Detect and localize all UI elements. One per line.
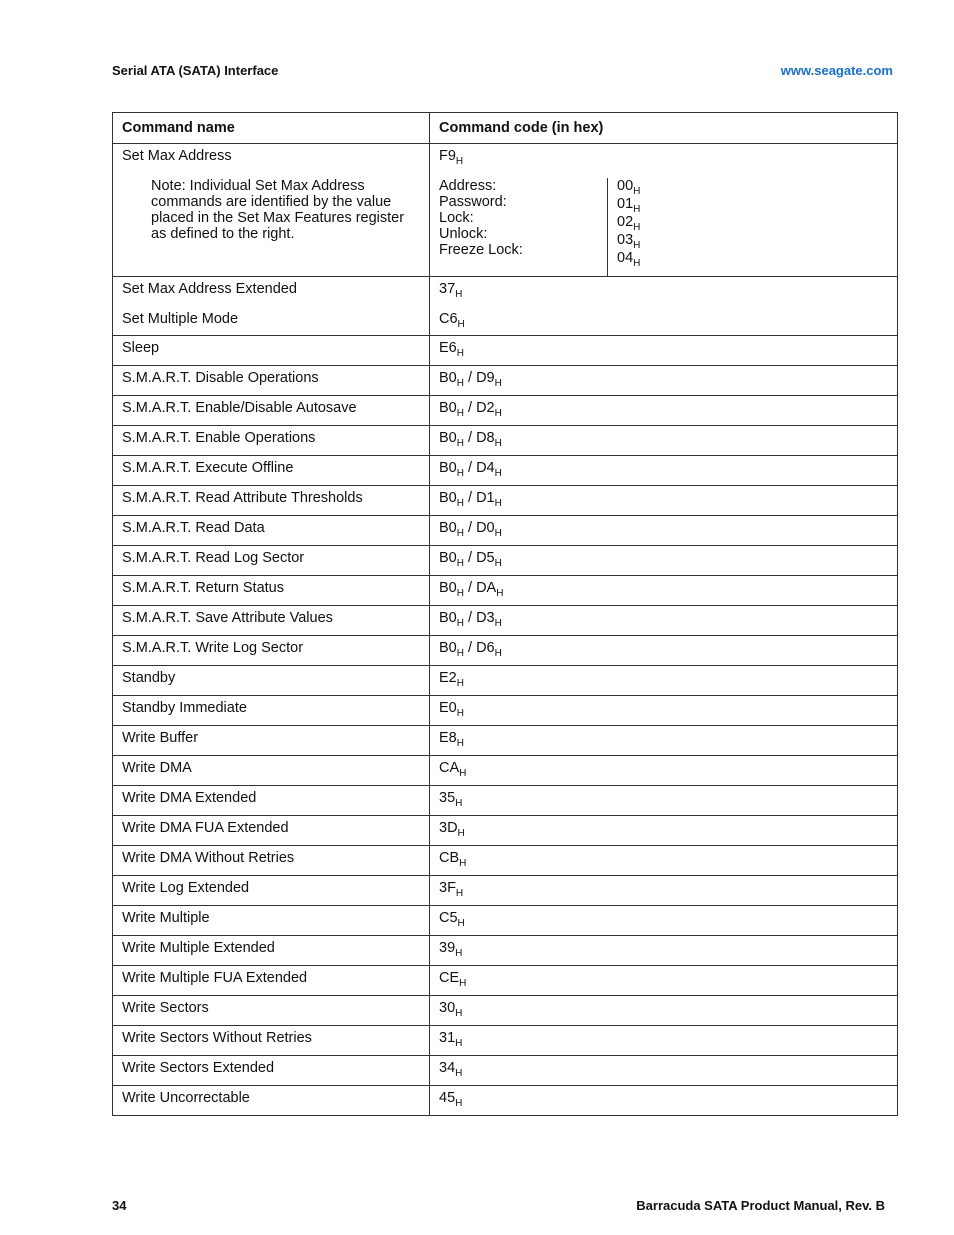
table-row [113,1056,898,1086]
command-code [430,666,898,696]
command-code [430,936,898,966]
table-row-set-max-extended-and-multiple-mode [113,277,898,336]
code-value: D1 [476,490,495,506]
command-name: S.M.A.R.T. Read Log Sector [113,546,430,576]
subcommand-label: Lock: [439,210,474,226]
command-name: S.M.A.R.T. Enable Operations [113,426,430,456]
subcommand-codes [608,178,641,276]
command-code [430,816,898,846]
hex-subscript: H [456,528,464,539]
command-code [439,148,888,167]
hex-subscript: H [455,1038,463,1049]
command-code [439,311,888,330]
command-name: Set Multiple Mode [122,311,239,327]
set-max-note: Note: Individual Set Max Address commands are identified by the value placed in the Set Max Features register as defined to the right. [151,178,405,242]
hex-subscript: H [494,648,502,659]
code-value: CB [439,850,460,866]
command-name: S.M.A.R.T. Save Attribute Values [113,606,430,636]
table-row [113,636,898,666]
column-header-command-code: Command code (in hex) [430,113,898,144]
subcommand-code [617,232,640,250]
command-code [430,606,898,636]
command-code [430,456,898,486]
command-name: Write Multiple Extended [113,936,430,966]
command-name: Write DMA [113,756,430,786]
table-row [113,726,898,756]
code-value: F9 [439,148,456,164]
code-separator: / [468,610,473,626]
command-name: Sleep [113,336,430,366]
command-code [430,546,898,576]
table-row [113,546,898,576]
code-separator: / [468,430,473,446]
command-code [430,1056,898,1086]
code-value: B0 [439,580,457,596]
hex-subscript: H [496,588,504,599]
command-name: S.M.A.R.T. Enable/Disable Autosave [113,396,430,426]
code-value: 03 [617,232,634,248]
command-name: Write Sectors Extended [113,1056,430,1086]
subcommand-code [617,178,640,196]
code-value: 37 [439,281,456,297]
hex-subscript: H [455,156,464,167]
code-value: E8 [439,730,457,746]
command-code [430,336,898,366]
code-value: CA [439,760,460,776]
manual-title: Barracuda SATA Product Manual, Rev. B [636,1198,885,1213]
hex-subscript: H [494,528,502,539]
table-row [113,366,898,396]
hex-subscript: H [494,468,502,479]
table-row [113,666,898,696]
command-name: Write Multiple FUA Extended [113,966,430,996]
table-row [113,486,898,516]
command-code [430,966,898,996]
hex-subscript: H [494,618,502,629]
code-separator: / [468,460,473,476]
hex-subscript: H [456,378,464,389]
subcommand-labels [430,178,608,276]
code-value: D9 [476,370,495,386]
command-name: Write Log Extended [113,876,430,906]
table-row [113,696,898,726]
hex-subscript: H [494,378,502,389]
command-code-cell [430,277,898,336]
hex-subscript: H [457,828,465,839]
hex-subscript: H [494,498,502,509]
code-value: D2 [476,400,495,416]
code-value: 34 [439,1060,456,1076]
hex-subscript: H [457,918,465,929]
website-link[interactable]: www.seagate.com [780,63,893,78]
code-value: 01 [617,196,634,212]
hex-subscript: H [633,258,641,269]
table-row [113,516,898,546]
command-code [430,876,898,906]
command-name: Write DMA FUA Extended [113,816,430,846]
table-row [113,1086,898,1116]
table-row-set-max-address [113,144,898,277]
hex-subscript: H [456,618,464,629]
subcommand-label: Address: [439,178,497,194]
hex-subscript: H [455,289,463,300]
hex-subscript: H [456,588,464,599]
code-value: D5 [476,550,495,566]
hex-subscript: H [494,408,502,419]
code-value: B0 [439,550,457,566]
table-row [113,336,898,366]
table-row [113,996,898,1026]
code-value: E2 [439,670,457,686]
code-value: D4 [476,460,495,476]
hex-subscript: H [455,888,464,899]
code-separator: / [468,520,473,536]
hex-subscript: H [633,186,641,197]
table-row [113,816,898,846]
code-value: D6 [476,640,495,656]
command-code [430,786,898,816]
hex-subscript: H [456,708,464,719]
hex-subscript: H [457,319,465,330]
hex-subscript: H [459,858,467,869]
command-code-cell [430,144,898,277]
code-value: B0 [439,490,457,506]
command-name: Standby Immediate [113,696,430,726]
hex-subscript: H [456,648,464,659]
code-separator: / [468,580,473,596]
table-row [113,906,898,936]
subcommand-code [617,196,640,214]
subcommand-label: Unlock: [439,226,488,242]
table-row [113,936,898,966]
command-name: Write DMA Extended [113,786,430,816]
hex-subscript: H [456,468,464,479]
command-code [430,636,898,666]
code-value: 3D [439,820,458,836]
code-value: B0 [439,460,457,476]
command-name: Write DMA Without Retries [113,846,430,876]
command-name: Write Sectors [113,996,430,1026]
code-value: B0 [439,370,457,386]
code-value: 3F [439,880,456,896]
hex-subscript: H [456,558,464,569]
header-title: Serial ATA (SATA) Interface [112,63,279,78]
code-value: CE [439,970,460,986]
code-value: B0 [439,640,457,656]
code-value: 00 [617,178,634,194]
code-value: D0 [476,520,495,536]
code-value: 35 [439,790,456,806]
command-name-cell [113,277,430,336]
command-name-cell [113,144,430,277]
hex-subscript: H [455,798,463,809]
command-code [430,366,898,396]
command-table [112,112,898,1116]
command-code [430,426,898,456]
table-row [113,426,898,456]
code-value: C5 [439,910,458,926]
hex-subscript: H [456,408,464,419]
set-max-subcommand-table [430,178,640,276]
command-code [430,576,898,606]
hex-subscript: H [633,204,641,215]
command-code [430,1026,898,1056]
hex-subscript: H [456,348,464,359]
code-value: D3 [476,610,495,626]
command-name: Write Uncorrectable [113,1086,430,1116]
command-code [430,756,898,786]
table-row [113,1026,898,1056]
code-value: B0 [439,400,457,416]
code-value: E0 [439,700,457,716]
hex-subscript: H [456,678,464,689]
hex-subscript: H [455,1098,463,1109]
code-value: B0 [439,610,457,626]
hex-subscript: H [494,558,502,569]
code-separator: / [468,370,473,386]
subcommand-label: Password: [439,194,507,210]
subcommand-code [617,250,640,268]
command-name: S.M.A.R.T. Disable Operations [113,366,430,396]
command-name: Write Buffer [113,726,430,756]
command-code [430,1086,898,1116]
command-name: Set Max Address [122,148,232,164]
hex-subscript: H [494,438,502,449]
table-row [113,456,898,486]
command-code [430,726,898,756]
code-value: 45 [439,1090,456,1106]
subcommand-code [617,214,640,232]
code-value: 04 [617,250,634,266]
subcommand-label: Freeze Lock: [439,242,523,258]
code-value: B0 [439,520,457,536]
table-row [113,756,898,786]
hex-subscript: H [456,438,464,449]
hex-subscript: H [459,768,467,779]
hex-subscript: H [633,240,641,251]
command-name: Standby [113,666,430,696]
command-name: Write Multiple [113,906,430,936]
hex-subscript: H [633,222,641,233]
hex-subscript: H [459,978,467,989]
table-row [113,876,898,906]
code-separator: / [468,640,473,656]
command-code [439,281,888,300]
page-number: 34 [112,1198,127,1213]
code-value: 31 [439,1030,456,1046]
code-value: 39 [439,940,456,956]
hex-subscript: H [455,1008,463,1019]
command-name: Write Sectors Without Retries [113,1026,430,1056]
command-name: S.M.A.R.T. Read Attribute Thresholds [113,486,430,516]
code-value: B0 [439,430,457,446]
code-value: D8 [476,430,495,446]
hex-subscript: H [456,498,464,509]
hex-subscript: H [456,738,464,749]
column-header-command-name: Command name [113,113,430,144]
table-row [113,846,898,876]
table-row [113,966,898,996]
command-name: S.M.A.R.T. Return Status [113,576,430,606]
table-row [113,606,898,636]
command-name: S.M.A.R.T. Write Log Sector [113,636,430,666]
command-code [430,396,898,426]
command-name: S.M.A.R.T. Execute Offline [113,456,430,486]
command-code [430,996,898,1026]
code-value: C6 [439,311,458,327]
command-code [430,486,898,516]
hex-subscript: H [455,948,463,959]
table-row [113,786,898,816]
command-code [430,516,898,546]
code-value: 02 [617,214,634,230]
command-name: S.M.A.R.T. Read Data [113,516,430,546]
code-value: 30 [439,1000,456,1016]
command-name: Set Max Address Extended [122,281,297,297]
table-row [113,396,898,426]
table-row [113,576,898,606]
command-code [430,906,898,936]
code-separator: / [468,550,473,566]
table-header-row [113,113,898,144]
command-code [430,846,898,876]
hex-subscript: H [455,1068,463,1079]
code-separator: / [468,490,473,506]
code-separator: / [468,400,473,416]
code-value: E6 [439,340,457,356]
code-value: DA [476,580,497,596]
command-code [430,696,898,726]
